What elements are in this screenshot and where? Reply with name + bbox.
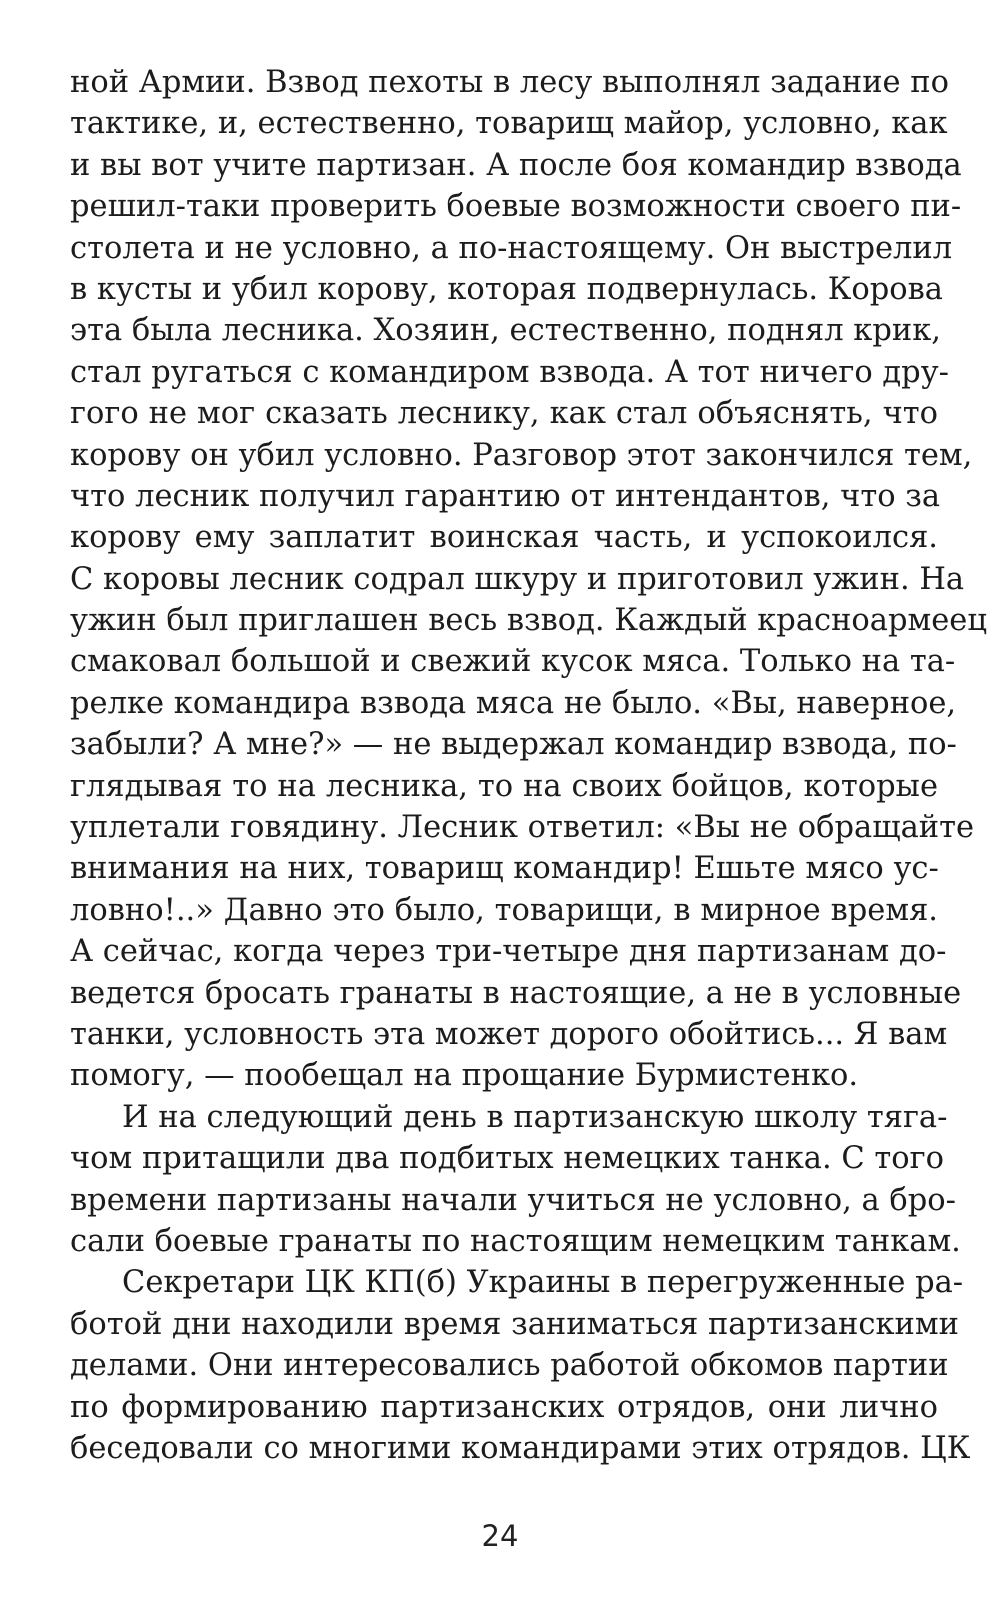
- text-line: ужин был приглашен весь взвод. Каждый красноармеец: [70, 603, 987, 639]
- text-line: беседовали со многими командирами этих отрядов. ЦК: [70, 1430, 971, 1466]
- text-line: времени партизаны начали учиться не условно, а бро-: [70, 1182, 956, 1218]
- text-line: А сейчас, когда через три-четыре дня партизанам до-: [70, 934, 947, 970]
- text-line: и вы вот учите партизан. А после боя командир взвода: [70, 147, 962, 183]
- text-line: гого не мог сказать леснику, как стал объяснять, что: [70, 396, 938, 432]
- text-line: ловно!..» Давно это было, товарищи, в мирное время.: [70, 892, 938, 928]
- text-line: забыли? А мне?» — не выдержал командир взвода, по-: [70, 727, 957, 763]
- text-line: танки, условность эта может дорого обойтись... Я вам: [70, 1016, 948, 1052]
- text-line: что лесник получил гарантию от интендантов, что за: [70, 478, 941, 514]
- text-line: помогу, — пообещал на прощание Бурмистенко.: [70, 1058, 859, 1094]
- text-line: в кусты и убил корову, которая подвернулась. Корова: [70, 271, 943, 307]
- text-line: стал ругаться с командиром взвода. А тот ничего дру-: [70, 354, 949, 390]
- text-line: по формированию партизанских отрядов, они лично: [70, 1389, 938, 1425]
- text-line: С коровы лесник содрал шкуру и приготовил ужин. На: [70, 561, 965, 597]
- paragraph: [70, 62, 987, 1097]
- text-line: ведется бросать гранаты в настоящие, а не в условные: [70, 975, 962, 1011]
- text-line: корову он убил условно. Разговор этот закончился тем,: [70, 437, 973, 473]
- text-line: чом притащили два подбитых немецких танка. С того: [70, 1141, 944, 1177]
- text-line: корову ему заплатит воинская часть, и успокоился.: [70, 520, 938, 556]
- text-line: делами. Они интересовались работой обкомов партии: [70, 1348, 949, 1384]
- body-text: [70, 62, 987, 1469]
- paragraph: [70, 1262, 971, 1469]
- text-line: релке командира взвода мяса не было. «Вы, наверное,: [70, 685, 957, 721]
- text-line: ботой дни находили время заниматься партизанскими: [70, 1306, 959, 1342]
- text-line: смаковал большой и свежий кусок мяса. Только на та-: [70, 644, 956, 680]
- text-line: решил-таки проверить боевые возможности своего пи-: [70, 189, 962, 225]
- text-line: глядывая то на лесника, то на своих бойцов, которые: [70, 768, 938, 804]
- text-line: ной Армии. Взвод пехоты в лесу выполнял задание по: [70, 65, 949, 100]
- text-line: Секретари ЦК КП(б) Украины в перегруженные ра-: [122, 1265, 964, 1301]
- text-line: тактике, и, естественно, товарищ майор, условно, как: [70, 106, 948, 142]
- text-line: внимания на них, товарищ командир! Ешьте мясо ус-: [70, 851, 939, 887]
- paragraph: [70, 1097, 961, 1263]
- text-line: уплетали говядину. Лесник ответил: «Вы не обращайте: [70, 810, 975, 846]
- text-line: столета и не условно, а по-настоящему. Он выстрелил: [70, 230, 953, 266]
- text-line: эта была лесника. Хозяин, естественно, поднял крик,: [70, 313, 941, 349]
- text-line: И на следующий день в партизанскую школу тяга-: [122, 1099, 948, 1135]
- text-line: сали боевые гранаты по настоящим немецким танкам.: [70, 1223, 961, 1259]
- page-number: 24: [481, 1519, 519, 1553]
